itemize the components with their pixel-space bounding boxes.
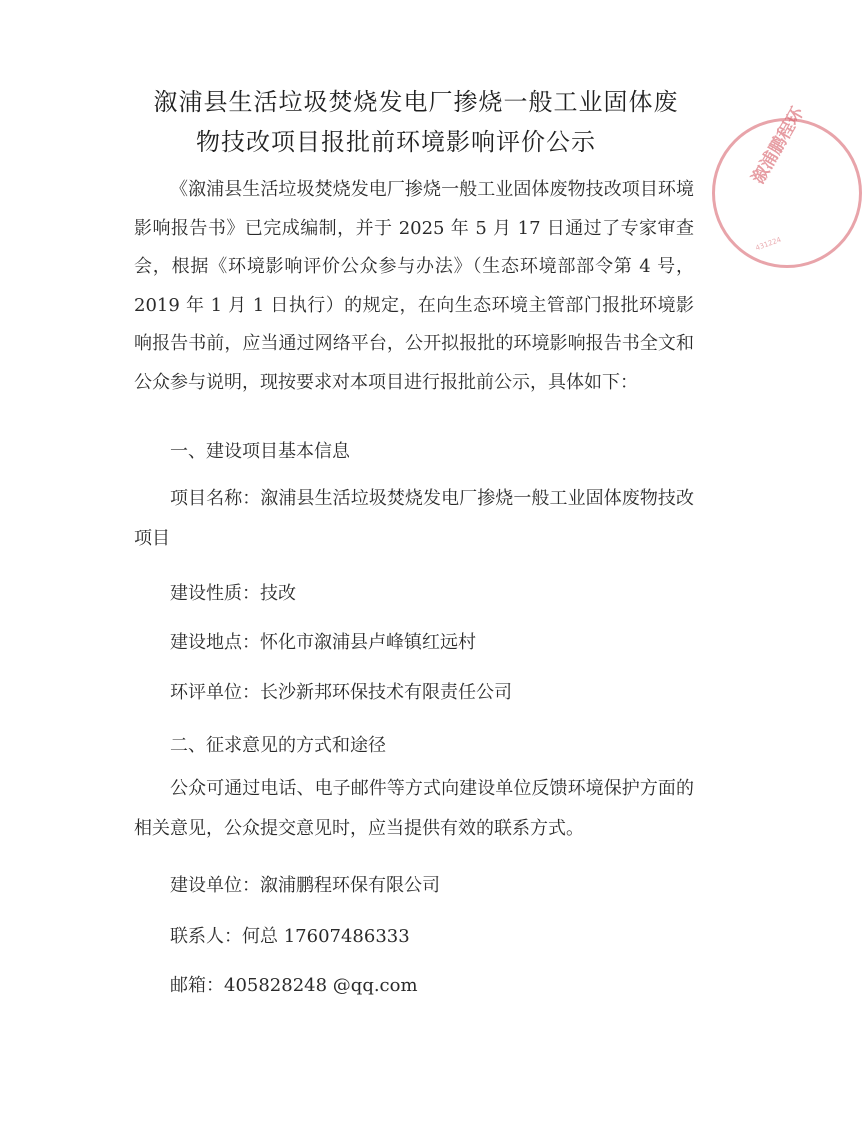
seal-text: 溆浦鹏程环 <box>748 103 809 188</box>
document-title-line2: 物技改项目报批前环境影响评价公示 <box>196 128 596 156</box>
intro-paragraph: 《溆浦县生活垃圾焚烧发电厂掺烧一般工业固体废物技改项目环境影响报告书》已完成编制，并于 2025 年 5 月 17 日通过了专家审查会，根据《环境影响评价公众参与办法》（生态环境部部令第 4 号，2019 年 1 月 1 日执行）的规定，在向生态环境主管部门报批环境影响报告书前，应当通过网络平台，公开拟报批的环境影响报告书全文和公众参与说明，现按要求对本项目进行报批前公示，具体如下： <box>134 179 694 393</box>
feedback-paragraph: 公众可通过电话、电子邮件等方式向建设单位反馈环境保护方面的相关意见，公众提交意见时，应当提供有效的联系方式。 <box>134 778 694 839</box>
contact-person: 联系人：何总 17607486333 <box>170 926 410 947</box>
eia-unit: 环评单位：长沙新邦环保技术有限责任公司 <box>170 682 512 703</box>
contact-email: 邮箱：405828248 @qq.com <box>170 975 418 996</box>
seal-number: 431224 <box>754 235 783 253</box>
document-title-line1: 溆浦县生活垃圾焚烧发电厂掺烧一般工业固体废 <box>153 88 679 116</box>
section2-heading: 二、征求意见的方式和途径 <box>170 735 386 756</box>
section1-heading: 一、建设项目基本信息 <box>170 441 350 462</box>
construction-location: 建设地点：怀化市溆浦县卢峰镇红远村 <box>170 632 476 653</box>
builder-unit: 建设单位：溆浦鹏程环保有限公司 <box>170 875 440 896</box>
project-name: 项目名称：溆浦县生活垃圾焚烧发电厂掺烧一般工业固体废物技改项目 <box>134 488 694 549</box>
construction-nature: 建设性质：技改 <box>170 583 296 604</box>
